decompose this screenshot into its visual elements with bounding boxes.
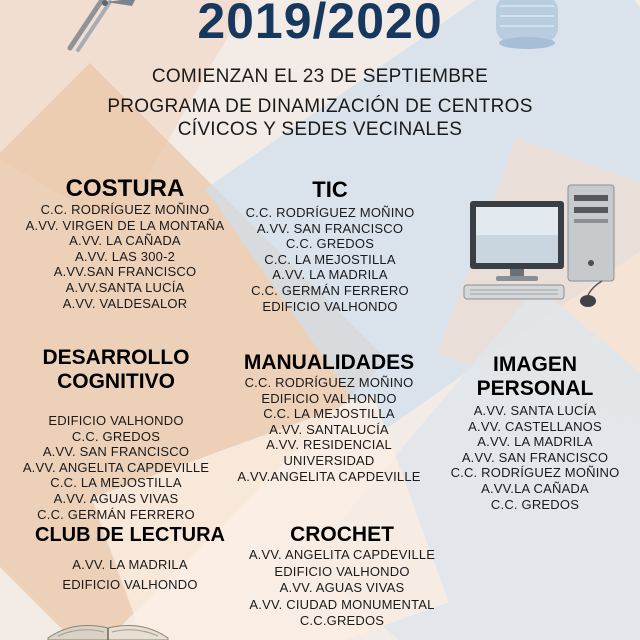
list-item: C.C. LA MEJOSTILLA [50, 475, 182, 491]
list-item: A.VV. RESIDENCIAL [266, 437, 392, 453]
list-item: A.VV.SAN FRANCISCO [53, 264, 197, 280]
location-list [230, 205, 430, 314]
location-list [0, 413, 232, 522]
list-item: A.VV. SAN FRANCISCO [256, 220, 404, 236]
list-item: EDIFICIO VALHONDO [274, 563, 410, 579]
location-list [234, 547, 450, 630]
list-item: A.VV. AGUAS VIVAS [53, 490, 179, 506]
list-item: A.VV. AGUAS VIVAS [279, 580, 405, 595]
list-item: C.C. GERMÁN FERRERO [251, 282, 409, 298]
start-date: COMIENZAN EL 23 DE SEPTIEMBRE [151, 66, 489, 87]
list-item: C.C.GREDOS [299, 613, 385, 628]
program-title-line2: CÍVICOS Y SEDES VECINALES [177, 119, 463, 140]
list-item: C.C. RODRÍGUEZ MOÑINO [245, 205, 415, 220]
list-item: A.VV. LA MADRILA [72, 557, 188, 572]
section-costura [10, 175, 240, 311]
location-list [220, 375, 438, 484]
section-title-line2: PERSONAL [476, 377, 594, 400]
section-imagen-personal [430, 353, 640, 512]
location-list [10, 202, 240, 311]
list-item: C.C. GREDOS [285, 236, 375, 252]
list-item: EDIFICIO VALHONDO [261, 390, 397, 406]
location-list [18, 555, 242, 595]
list-item: A.VV. LA CAÑADA [69, 233, 181, 249]
program-title-line1: PROGRAMA DE DINAMIZACIÓN DE CENTROS [107, 96, 533, 117]
section-title-line1: DESARROLLO [42, 346, 190, 369]
list-item: C.C. LA MEJOSTILLA [264, 251, 396, 267]
section-crochet [234, 523, 450, 630]
section-title: CLUB DE LECTURA [35, 524, 225, 546]
list-item: A.VV. SAN FRANCISCO [461, 449, 609, 465]
list-item: A.VV.ANGELITA CAPDEVILLE [237, 468, 421, 484]
list-item: EDIFICIO VALHONDO [62, 577, 198, 592]
section-tic [230, 175, 430, 314]
desktop-computer-icon [462, 183, 622, 313]
list-item: A.VV. LA MADRILA [272, 267, 388, 283]
list-item: EDIFICIO VALHONDO [48, 413, 184, 428]
list-item: C.C. RODRÍGUEZ MOÑINO [450, 465, 620, 481]
list-item: A.VV. ANGELITA CAPDEVILLE [22, 459, 210, 475]
school-year-title: 2019/2020 [197, 0, 443, 49]
list-item: A.VV. LAS 300-2 [74, 248, 176, 264]
section-title: CROCHET [290, 523, 394, 546]
list-item: C.C. GREDOS [71, 428, 161, 444]
list-item: C.C. GERMÁN FERRERO [37, 506, 195, 522]
list-item: A.VV. SAN FRANCISCO [42, 444, 190, 460]
section-title: TIC [312, 177, 348, 202]
list-item: A.VV. SANTALUCÍA [269, 421, 389, 437]
list-item: A.VV. CASTELLANOS [468, 418, 602, 434]
list-item: A.VV. VALDESALOR [62, 295, 188, 311]
list-item: A.VV. LA MADRILA [477, 434, 593, 450]
list-item: EDIFICIO VALHONDO [262, 298, 398, 314]
location-list [430, 403, 640, 512]
section-title-line2: COGNITIVO [57, 370, 175, 393]
section-desarrollo-cognitivo [0, 346, 232, 522]
section-manualidades [220, 351, 438, 484]
list-item: C.C. GREDOS [490, 496, 580, 512]
section-title: COSTURA [65, 175, 185, 202]
list-item: C.C. RODRÍGUEZ MOÑINO [40, 202, 210, 217]
section-club-de-lectura [18, 523, 242, 595]
open-book-icon [44, 614, 174, 640]
list-item: C.C. RODRÍGUEZ MOÑINO [244, 375, 414, 390]
section-title: MANUALIDADES [243, 351, 415, 374]
list-item: A.VV.SANTA LUCÍA [65, 279, 185, 295]
list-item: A.VV. CIUDAD MONUMENTAL [249, 596, 435, 612]
list-item: UNIVERSIDAD [283, 452, 375, 468]
list-item: A.VV. VIRGEN DE LA MONTAÑA [25, 217, 225, 233]
list-item: A.VV. SANTA LUCÍA [473, 403, 597, 418]
section-title-line1: IMAGEN [493, 353, 577, 376]
list-item: A.VV.LA CAÑADA [481, 480, 589, 496]
list-item: A.VV. ANGELITA CAPDEVILLE [248, 547, 436, 562]
list-item: C.C. LA MEJOSTILLA [263, 406, 395, 422]
